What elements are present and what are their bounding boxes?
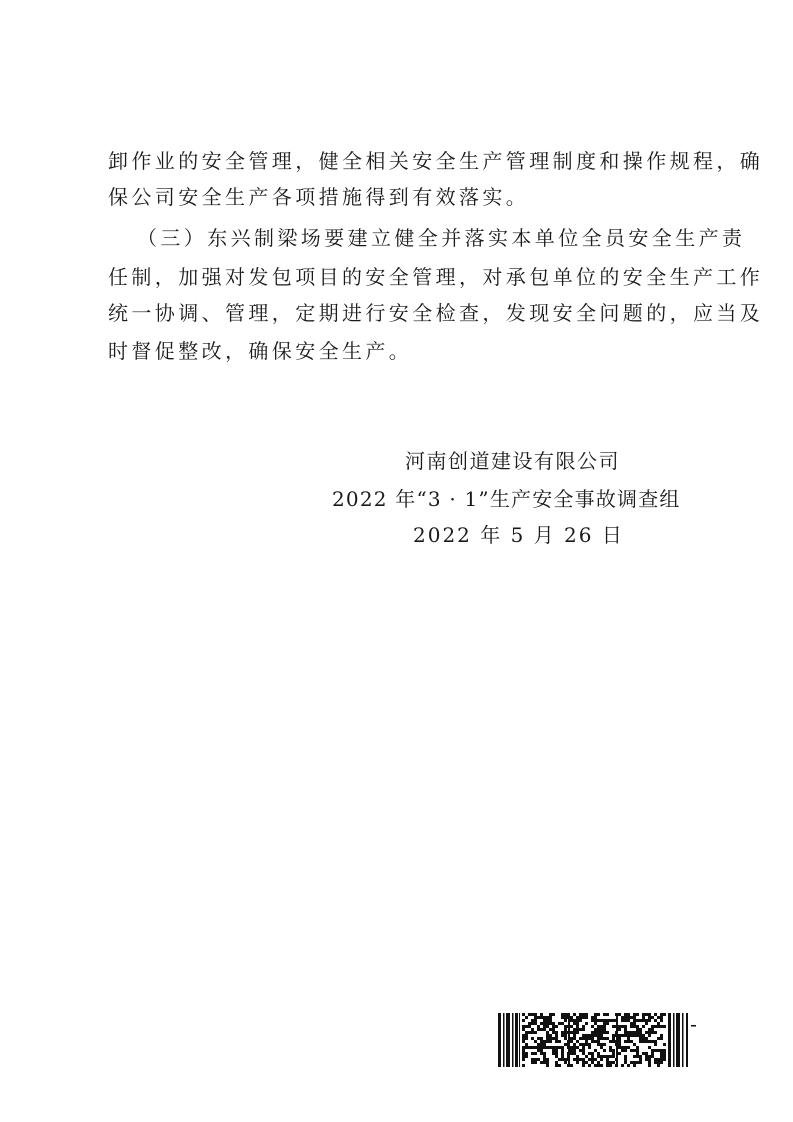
paragraph-line: （三）东兴制梁场要建立健全并落实本单位全员安全生产责 xyxy=(137,226,746,250)
signature-date: 2022 年 5 月 26 日 xyxy=(413,523,624,547)
paragraph-line: 任制，加强对发包项目的安全管理，对承包单位的安全生产工作 xyxy=(108,265,764,289)
paragraph-line: 保公司安全生产各项措施得到有效落实。 xyxy=(108,185,530,209)
barcode-icon xyxy=(498,1013,696,1067)
signature-company: 河南创道建设有限公司 xyxy=(405,449,620,473)
paragraph-line: 时督促整改，确保安全生产。 xyxy=(108,339,413,363)
paragraph-line: 统一协调、管理，定期进行安全检查，发现安全问题的，应当及 xyxy=(108,301,764,325)
signature-group: 2022 年“3 · 1”生产安全事故调查组 xyxy=(332,487,681,511)
paragraph-line: 卸作业的安全管理，健全相关安全生产管理制度和操作规程，确 xyxy=(108,149,764,173)
